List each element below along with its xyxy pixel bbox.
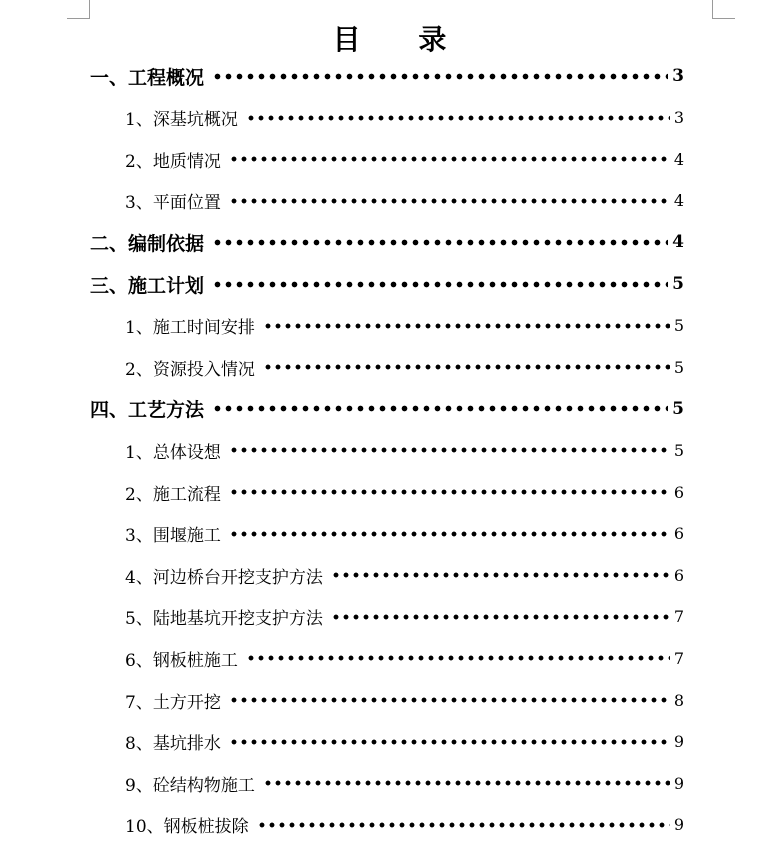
toc-page-number: 3 xyxy=(673,108,684,128)
toc-page-number: 4 xyxy=(672,232,684,253)
toc-dot-leader xyxy=(229,447,670,453)
toc-entry-label: 3、围堰施工 xyxy=(125,526,221,547)
toc-section-entry[interactable] xyxy=(90,227,684,257)
toc-entry-label: 三、施工计划 xyxy=(90,274,205,297)
toc-entry-label: 4、河边桥台开挖支护方法 xyxy=(125,567,323,588)
toc-dot-leader xyxy=(331,614,670,620)
toc-entry-label: 5、陆地基坑开挖支护方法 xyxy=(125,609,323,630)
toc-subsection-entry[interactable] xyxy=(125,477,684,507)
toc-entry-label: 3、平面位置 xyxy=(125,193,221,214)
page-corner-mark-left xyxy=(67,0,90,19)
toc-entry-label: 9、砼结构物施工 xyxy=(125,775,255,796)
toc-subsection-entry[interactable] xyxy=(125,103,684,133)
toc-dot-leader xyxy=(263,364,670,370)
toc-page-number: 9 xyxy=(673,815,684,835)
toc-subsection-entry[interactable] xyxy=(125,560,684,590)
toc-page-number: 6 xyxy=(673,565,684,585)
toc-page-number: 9 xyxy=(673,773,684,793)
page-corner-mark-right xyxy=(712,0,735,19)
toc-entry-label: 1、总体设想 xyxy=(125,442,221,463)
toc-dot-leader xyxy=(229,198,670,204)
toc-title: 目 录 xyxy=(332,23,471,56)
toc-entry-label: 10、钢板桩拔除 xyxy=(125,817,249,838)
toc-section-entry[interactable] xyxy=(90,394,684,424)
toc-entry-label: 二、编制依据 xyxy=(90,232,205,255)
toc-page-number: 7 xyxy=(673,648,684,668)
toc-page-number: 4 xyxy=(673,191,684,211)
toc-subsection-entry[interactable] xyxy=(125,352,684,382)
toc-dot-leader xyxy=(246,655,670,661)
toc-dot-leader xyxy=(212,281,668,288)
toc-page-number: 9 xyxy=(673,732,684,752)
toc-dot-leader xyxy=(212,239,668,246)
toc-entry-label: 1、深基坑概况 xyxy=(125,110,238,131)
toc-subsection-entry[interactable] xyxy=(125,643,684,673)
toc-section-entry[interactable] xyxy=(90,269,684,299)
toc-dot-leader xyxy=(246,115,670,121)
toc-page-number: 5 xyxy=(673,357,684,377)
toc-page-number: 3 xyxy=(672,66,684,86)
toc-dot-leader xyxy=(212,405,668,412)
toc-entry-label: 2、地质情况 xyxy=(125,151,221,172)
toc-page-number: 5 xyxy=(673,316,684,336)
toc-dot-leader xyxy=(263,780,670,786)
toc-page-number: 5 xyxy=(673,440,684,460)
toc-subsection-entry[interactable] xyxy=(125,435,684,465)
toc-subsection-entry[interactable] xyxy=(125,311,684,341)
toc-subsection-entry[interactable] xyxy=(125,144,684,174)
toc-dot-leader xyxy=(229,531,670,537)
toc-dot-leader xyxy=(263,323,670,329)
toc-dot-leader xyxy=(229,697,670,703)
toc-entry-label: 6、钢板桩施工 xyxy=(125,650,238,671)
toc-dot-leader xyxy=(257,822,670,828)
toc-entry-label: 7、土方开挖 xyxy=(125,692,221,713)
toc-subsection-entry[interactable] xyxy=(125,519,684,549)
toc-page-number: 7 xyxy=(673,607,684,627)
toc-subsection-entry[interactable] xyxy=(125,727,684,757)
toc-page-number: 6 xyxy=(673,524,684,544)
toc-entry-label: 2、施工流程 xyxy=(125,484,221,505)
toc-subsection-entry[interactable] xyxy=(125,810,684,840)
toc-page-number: 8 xyxy=(673,690,684,710)
toc-entry-label: 一、工程概况 xyxy=(90,66,205,89)
toc-dot-leader xyxy=(229,489,670,495)
toc-page-number: 4 xyxy=(673,149,684,169)
toc-page-number: 5 xyxy=(672,274,684,294)
toc-page-number: 6 xyxy=(673,482,684,502)
toc-subsection-entry[interactable] xyxy=(125,685,684,715)
toc-dot-leader xyxy=(331,572,670,578)
toc-page-number: 5 xyxy=(672,398,684,419)
toc-entry-label: 2、资源投入情况 xyxy=(125,359,255,380)
toc-entry-label: 四、工艺方法 xyxy=(90,399,205,422)
toc-entry-label: 1、施工时间安排 xyxy=(125,318,255,339)
toc-subsection-entry[interactable] xyxy=(125,186,684,216)
toc-subsection-entry[interactable] xyxy=(125,602,684,632)
toc-dot-leader xyxy=(229,739,670,745)
toc-subsection-entry[interactable] xyxy=(125,768,684,798)
toc-dot-leader xyxy=(212,73,668,80)
toc-section-entry[interactable] xyxy=(90,61,684,91)
toc-entry-label: 8、基坑排水 xyxy=(125,734,221,755)
toc-dot-leader xyxy=(229,156,670,162)
